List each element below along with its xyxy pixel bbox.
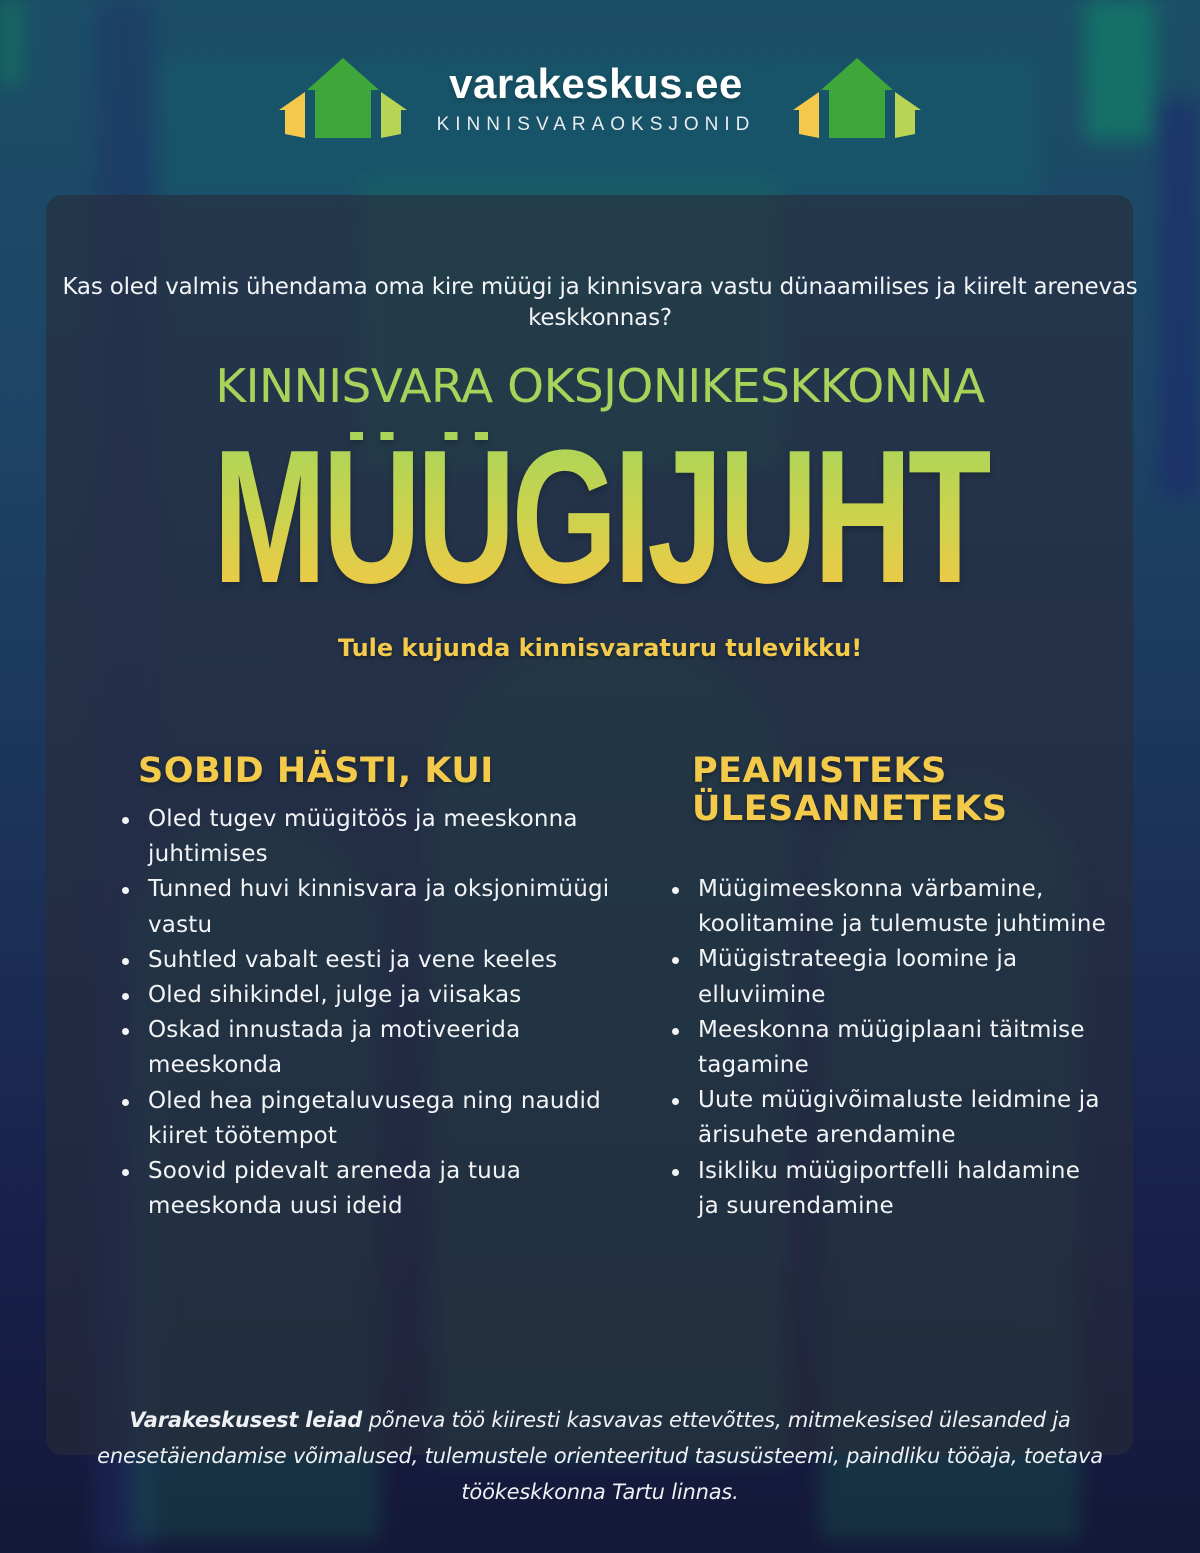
house-arrows-icon <box>279 56 407 140</box>
brand-subtitle: KINNISVARAOKSJONID <box>436 113 756 135</box>
responsibilities-section <box>668 752 1108 1224</box>
benefits-lead: Varakeskusest leiad <box>129 1408 363 1432</box>
job-title: MÜÜGIJUHT <box>168 432 1032 602</box>
kicker-heading: KINNISVARA OKSJONIKESKKONNA <box>215 359 985 413</box>
list-item: Isikliku müügiportfelli haldamine ja suurendamine <box>668 1154 1108 1224</box>
list-item: Oled hea pingetaluvusega ning naudid kiiret töötempot <box>118 1084 618 1154</box>
house-arrows-icon <box>793 56 921 140</box>
list-item: Oled tugev müügitöös ja meeskonna juhtimises <box>118 802 618 872</box>
list-item: Soovid pidevalt areneda ja tuua meeskonda uusi ideid <box>118 1154 618 1224</box>
list-item: Müügimeeskonna värbamine, koolitamine ja tulemuste juhtimine <box>668 872 1108 942</box>
responsibilities-heading-line2: ÜLESANNETEKS <box>692 789 1008 829</box>
responsibilities-heading <box>692 752 1108 828</box>
list-item: Tunned huvi kinnisvara ja oksjonimüügi vastu <box>118 872 618 942</box>
list-item: Meeskonna müügiplaani täitmise tagamine <box>668 1013 1108 1083</box>
brand-wordmark <box>436 59 756 135</box>
list-item: Müügistrateegia loomine ja elluviimine <box>668 942 1108 1012</box>
brand-name: varakeskus.ee <box>449 59 743 107</box>
list-item: Oled sihikindel, julge ja viisakas <box>118 978 618 1013</box>
benefits-text <box>60 1402 1140 1510</box>
responsibilities-list <box>668 872 1108 1224</box>
intro-text: Kas oled valmis ühendama oma kire müügi ja kinnisvara vastu dünaamilises ja kiirelt arenevas keskkonnas? <box>62 274 1138 331</box>
requirements-section <box>118 752 618 1224</box>
responsibilities-heading-line1: PEAMISTEKS <box>692 751 947 791</box>
benefits-body: põneva töö kiiresti kasvavas ettevõttes, mitmekesised ülesanded ja enesetäiendamise võimalused, tulemustele orienteeritud tasusüsteemi, paindliku tööaja, toetava töökeskkonna Tartu linnas. <box>97 1408 1103 1504</box>
tagline: Tule kujunda kinnisvaraturu tulevikku! <box>337 634 863 662</box>
requirements-list <box>118 802 618 1224</box>
list-item: Uute müügivõimaluste leidmine ja ärisuhete arendamine <box>668 1083 1108 1153</box>
background-shape <box>1160 100 1200 500</box>
requirements-heading: SOBID HÄSTI, KUI <box>138 751 494 791</box>
list-item: Suhtled vabalt eesti ja vene keeles <box>118 943 618 978</box>
brand-header <box>0 48 1200 148</box>
list-item: Oskad innustada ja motiveerida meeskonda <box>118 1013 618 1083</box>
